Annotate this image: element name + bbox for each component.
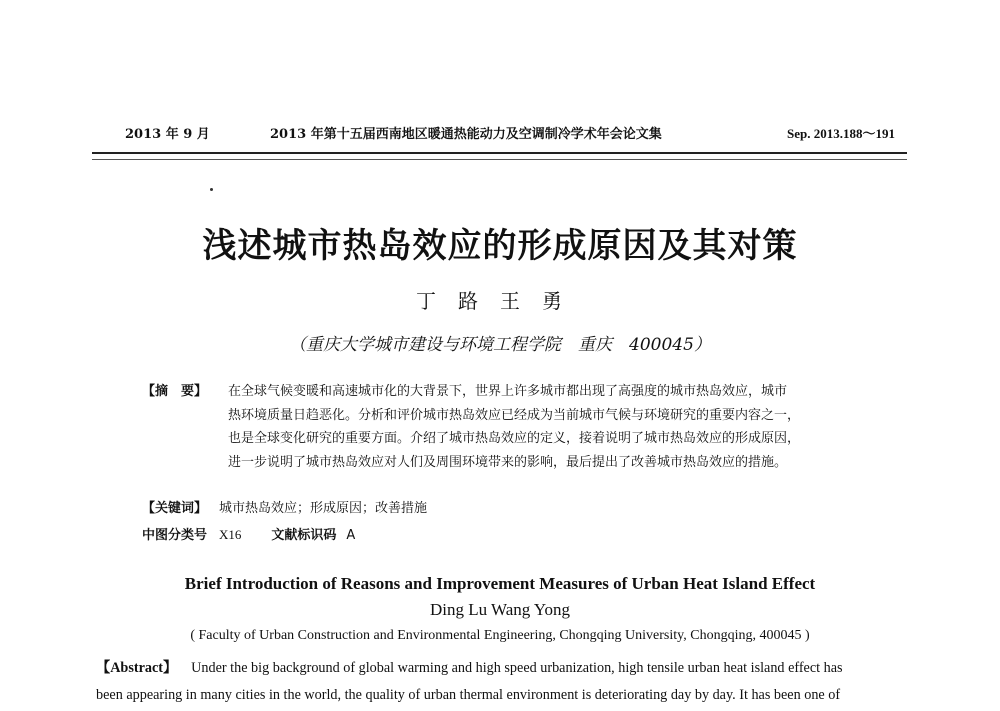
header-date: 2013 年 9 月 bbox=[125, 127, 210, 142]
stray-dot bbox=[210, 188, 213, 191]
title-english: Brief Introduction of Reasons and Improvement Measures of Urban Heat Island Effect bbox=[184, 574, 816, 593]
affiliation-english: ( Faculty of Urban Construction and Environmental Engineering, Chongqing University, Chongqing, 400045 ) bbox=[190, 628, 810, 643]
classification-row bbox=[142, 524, 355, 543]
abstract-english bbox=[96, 655, 911, 709]
classification-label: 中图分类号 bbox=[142, 528, 208, 543]
header-rule-thick bbox=[92, 152, 907, 154]
classification-value: X16 bbox=[219, 527, 242, 542]
abstract-chinese-body bbox=[228, 380, 887, 474]
keywords-label: 【关键词】 bbox=[142, 501, 208, 516]
title-chinese: 浅述城市热岛效应的形成原因及其对策 bbox=[202, 226, 798, 266]
abstract-chinese-label: 【摘 要】 bbox=[142, 384, 208, 399]
document-code-value: A bbox=[346, 528, 356, 543]
document-code-label: 文献标识码 bbox=[271, 528, 337, 543]
abstract-chinese-line: 在全球气候变暖和高速城市化的大背景下，世界上许多城市都出现了高强度的城市热岛效应，城市 bbox=[228, 384, 788, 399]
abstract-english-label: 【Abstract】 bbox=[96, 660, 178, 676]
authors-chinese: 丁路王勇 bbox=[416, 289, 584, 313]
authors-english: Ding Lu Wang Yong bbox=[429, 600, 570, 619]
header-rule-thin bbox=[92, 159, 907, 160]
keywords-value: 城市热岛效应；形成原因；改善措施 bbox=[219, 501, 428, 516]
abstract-english-line: been appearing in many cities in the world, the quality of urban thermal environment is deteriorating day by day. It has been one of bbox=[96, 687, 841, 703]
header-pages: Sep. 2013.188～191 bbox=[787, 126, 895, 141]
affiliation-chinese: （重庆大学城市建设与环境工程学院 重庆 400045） bbox=[289, 335, 711, 355]
abstract-english-line: Under the big background of global warming and high speed urbanization, high tensile urban heat island effect has bbox=[191, 660, 843, 676]
running-header bbox=[125, 123, 895, 145]
keywords-chinese bbox=[142, 497, 427, 516]
abstract-chinese-line: 进一步说明了城市热岛效应对人们及周围环境带来的影响，最后提出了改善城市热岛效应的措施。 bbox=[228, 454, 788, 470]
abstract-chinese-line: 热环境质量日趋恶化。分析和评价城市热岛效应已经成为当前城市气候与环境研究的重要内容之一， bbox=[228, 407, 801, 423]
abstract-chinese bbox=[142, 380, 887, 474]
abstract-chinese-line: 也是全球变化研究的重要方面。介绍了城市热岛效应的定义，接着说明了城市热岛效应的形成原因， bbox=[228, 431, 801, 446]
header-journal: 2013 年第十五届西南地区暖通热能动力及空调制冷学术年会论文集 bbox=[270, 127, 662, 142]
